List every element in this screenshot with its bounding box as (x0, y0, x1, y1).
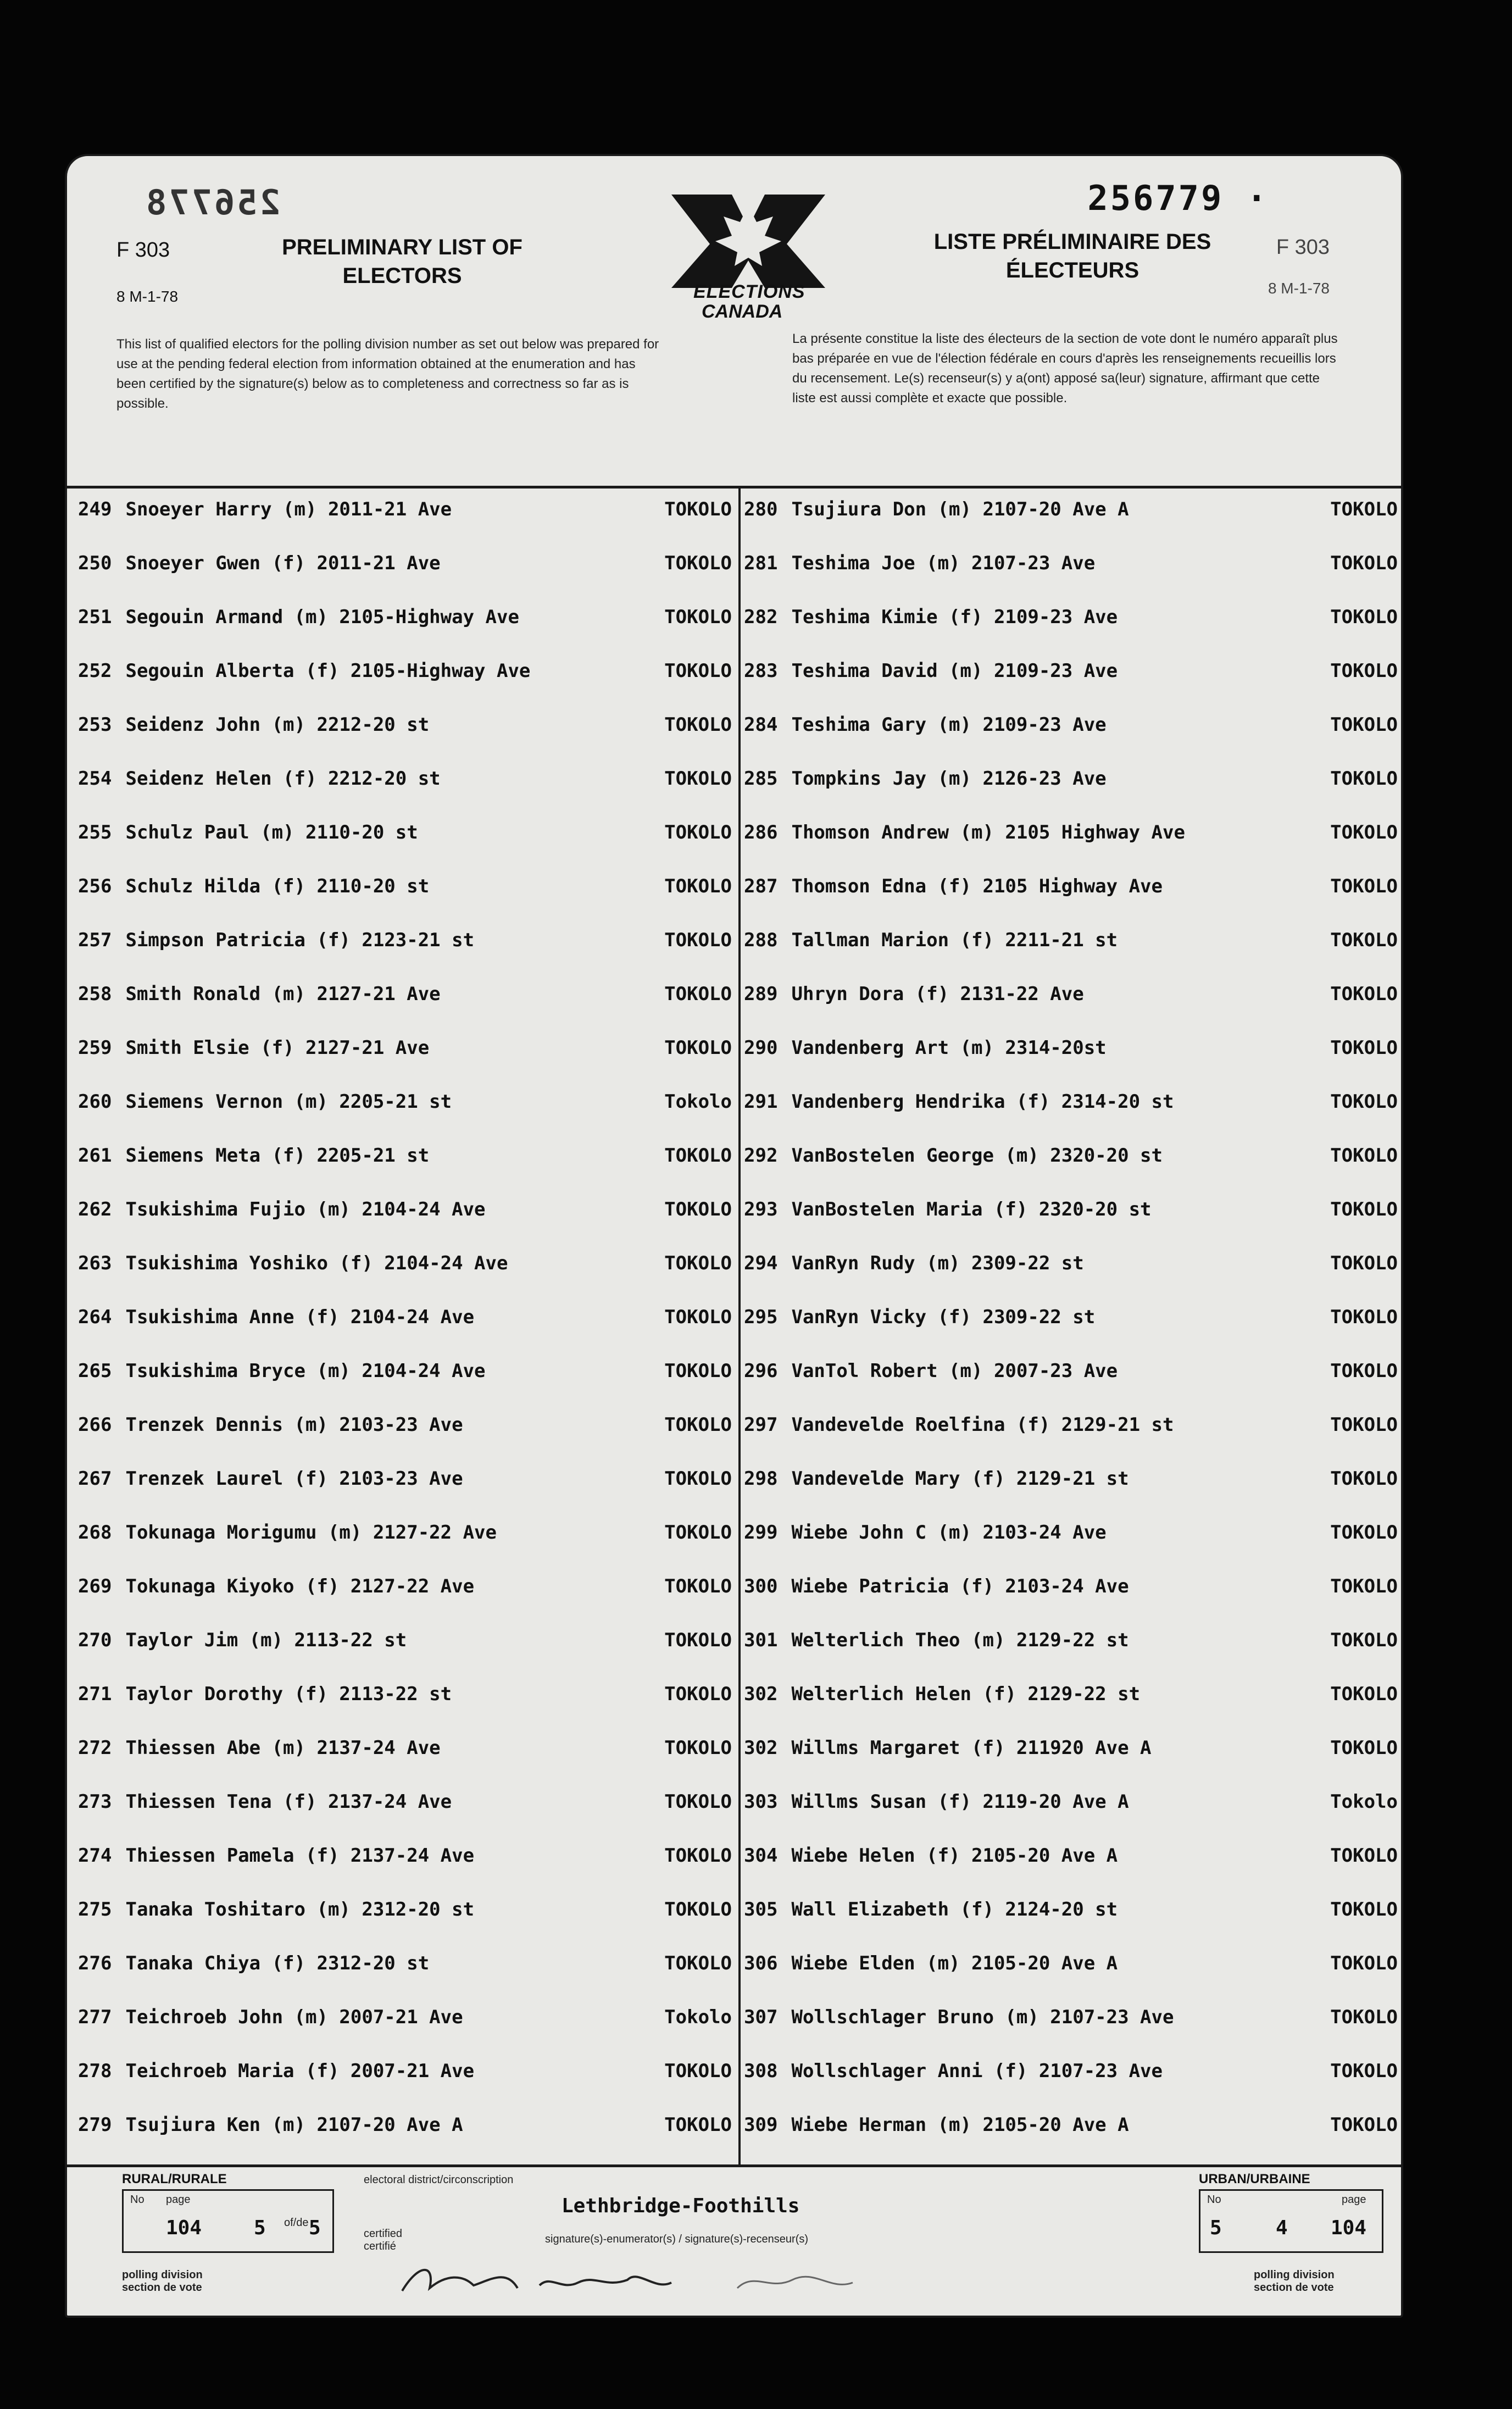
elector-number: 297 (744, 1414, 778, 1436)
elector-entry (78, 816, 732, 849)
signature-label: signature(s)-enumerator(s) / signature(s)-recenseur(s) (545, 2233, 809, 2245)
elector-number: 309 (744, 2114, 778, 2136)
elector-number: 249 (78, 498, 112, 520)
elector-details: Taylor Jim (m) 2113-22 st (125, 1629, 407, 1651)
elector-details: Teichroeb John (m) 2007-21 Ave (125, 2006, 463, 2028)
elector-town: TOKOLO (1330, 1198, 1398, 1220)
elector-number: 278 (78, 2060, 112, 2082)
elector-number: 269 (78, 1575, 112, 1597)
elector-town: TOKOLO (664, 1791, 732, 1813)
serial-number: 256779 · (1087, 178, 1269, 218)
elector-details: VanRyn Rudy (m) 2309-22 st (791, 1252, 1084, 1274)
elector-town: TOKOLO (664, 875, 732, 897)
elector-number: 294 (744, 1252, 778, 1274)
elector-number: 286 (744, 821, 778, 843)
elector-number: 253 (78, 714, 112, 736)
elector-town: TOKOLO (664, 606, 732, 628)
title-french-line1: LISTE PRÉLIMINAIRE DES (933, 230, 1211, 254)
elector-entry (744, 1839, 1398, 1872)
form-date-left: 8 M-1-78 (116, 288, 179, 305)
elector-town: TOKOLO (664, 1468, 732, 1490)
elector-town: TOKOLO (1330, 1575, 1398, 1597)
elector-town: TOKOLO (1330, 929, 1398, 951)
urban-of-value: 104 (1331, 2217, 1367, 2239)
elector-details: Uhryn Dora (f) 2131-22 Ave (791, 983, 1084, 1005)
elector-details: Thiessen Tena (f) 2137-24 Ave (125, 1791, 452, 1813)
elector-number: 272 (78, 1737, 112, 1759)
elector-entry (744, 1624, 1398, 1657)
elector-entry (78, 1139, 732, 1172)
elector-entry (78, 1947, 732, 1980)
elector-number: 307 (744, 2006, 778, 2028)
elector-town: TOKOLO (1330, 983, 1398, 1005)
elector-number: 254 (78, 768, 112, 790)
elector-details: Teichroeb Maria (f) 2007-21 Ave (125, 2060, 475, 2082)
elector-entry (78, 654, 732, 687)
elector-number: 277 (78, 2006, 112, 2028)
elector-details: Simpson Patricia (f) 2123-21 st (125, 929, 475, 951)
elector-town: TOKOLO (664, 1845, 732, 1867)
form-code-left: F 303 (116, 238, 170, 262)
elector-entry (744, 708, 1398, 741)
elector-town: TOKOLO (664, 1952, 732, 1974)
elector-details: Seidenz Helen (f) 2212-20 st (125, 768, 441, 790)
elector-town: TOKOLO (664, 1198, 732, 1220)
elector-details: Tallman Marion (f) 2211-21 st (791, 929, 1118, 951)
rural-of-value: 5 (309, 2217, 321, 2239)
elector-number: 296 (744, 1360, 778, 1382)
elector-details: Willms Margaret (f) 211920 Ave A (791, 1737, 1152, 1759)
elector-details: Welterlich Theo (m) 2129-22 st (791, 1629, 1129, 1651)
elector-number: 267 (78, 1468, 112, 1490)
title-french (913, 227, 1232, 285)
elector-entry (78, 1193, 732, 1226)
elector-entry (744, 1301, 1398, 1334)
elector-town: TOKOLO (664, 660, 732, 682)
elector-town: TOKOLO (1330, 1952, 1398, 1974)
title-english-line2: ELECTORS (342, 264, 462, 288)
elector-details: Siemens Vernon (m) 2205-21 st (125, 1091, 452, 1113)
polling-division-label-left: polling division section de vote (122, 2269, 203, 2294)
elector-entry (78, 1785, 732, 1818)
elector-details: Wall Elizabeth (f) 2124-20 st (791, 1899, 1118, 1920)
intro-paragraph-french: La présente constitue la liste des électeurs de la section de vote dont le numéro apparaît plus bas préparée en vue de l'élection fédérale en cours d'après les renseignements recueillis lors du recensement. Le(s) recenseur(s) y a(ont) apposé sa(leur) signature, affirmant que cette liste est aussi complète et exacte que possible. (792, 331, 1338, 406)
elector-town: TOKOLO (1330, 1629, 1398, 1651)
elector-town: TOKOLO (1330, 1252, 1398, 1274)
elector-number: 275 (78, 1899, 112, 1920)
elector-town: TOKOLO (664, 1737, 732, 1759)
elector-number: 308 (744, 2060, 778, 2082)
elector-details: Tsukishima Yoshiko (f) 2104-24 Ave (125, 1252, 508, 1274)
urban-label: URBAN/URBAINE (1199, 2172, 1310, 2186)
elector-entry (78, 1031, 732, 1064)
elector-town: TOKOLO (664, 1145, 732, 1167)
elector-entry (744, 1193, 1398, 1226)
elector-entry (78, 1678, 732, 1711)
elector-number: 302 (744, 1683, 778, 1705)
elector-entry (744, 1085, 1398, 1118)
elector-number: 252 (78, 660, 112, 682)
enumerator-signature (397, 2258, 891, 2302)
elector-entry (78, 493, 732, 526)
elector-entry (78, 547, 732, 580)
elector-details: Wiebe John C (m) 2103-24 Ave (791, 1522, 1107, 1544)
elector-town: TOKOLO (1330, 606, 1398, 628)
elector-number: 279 (78, 2114, 112, 2136)
elector-entry (78, 1408, 732, 1441)
elector-number: 292 (744, 1145, 778, 1167)
elector-entry (78, 1462, 732, 1495)
elector-town: TOKOLO (1330, 1091, 1398, 1113)
elector-town: TOKOLO (1330, 2114, 1398, 2136)
elector-entry (78, 601, 732, 634)
elector-town: TOKOLO (664, 821, 732, 843)
elector-number: 265 (78, 1360, 112, 1382)
elector-town: TOKOLO (664, 929, 732, 951)
elections-canada-logo (649, 184, 847, 326)
elector-number: 280 (744, 498, 778, 520)
elector-details: Tanaka Chiya (f) 2312-20 st (125, 1952, 430, 1974)
elector-number: 261 (78, 1145, 112, 1167)
elector-town: TOKOLO (664, 1899, 732, 1920)
elector-number: 270 (78, 1629, 112, 1651)
elector-number: 295 (744, 1306, 778, 1328)
elector-number: 300 (744, 1575, 778, 1597)
elector-details: Teshima Gary (m) 2109-23 Ave (791, 714, 1107, 736)
elector-details: Wiebe Elden (m) 2105-20 Ave A (791, 1952, 1118, 1974)
elector-entry (78, 1624, 732, 1657)
elector-details: Tsujiura Don (m) 2107-20 Ave A (791, 498, 1129, 520)
elector-town: Tokolo (664, 2006, 732, 2028)
elector-number: 282 (744, 606, 778, 628)
elector-details: Welterlich Helen (f) 2129-22 st (791, 1683, 1141, 1705)
elector-town: TOKOLO (1330, 1522, 1398, 1544)
elector-number: 251 (78, 606, 112, 628)
elector-town: TOKOLO (1330, 1037, 1398, 1059)
logo-text-line2: CANADA (702, 301, 783, 322)
title-english-line1: PRELIMINARY LIST OF (282, 235, 522, 259)
electors-table (67, 489, 1401, 2164)
urban-no-label: No (1207, 2194, 1221, 2206)
elector-details: VanBostelen Maria (f) 2320-20 st (791, 1198, 1152, 1220)
elector-details: Snoeyer Harry (m) 2011-21 Ave (125, 498, 452, 520)
elector-entry (78, 708, 732, 741)
elector-entry (744, 601, 1398, 634)
elector-number: 287 (744, 875, 778, 897)
elector-entry (78, 2108, 732, 2141)
form-footer (67, 2164, 1401, 2318)
elector-town: TOKOLO (664, 2114, 732, 2136)
elector-details: Smith Ronald (m) 2127-21 Ave (125, 983, 441, 1005)
elector-number: 304 (744, 1845, 778, 1867)
elector-entry (744, 1516, 1398, 1549)
elector-entry (744, 1031, 1398, 1064)
elector-town: TOKOLO (1330, 1683, 1398, 1705)
elector-entry (744, 1462, 1398, 1495)
elector-details: Teshima Joe (m) 2107-23 Ave (791, 552, 1096, 574)
elector-town: TOKOLO (664, 983, 732, 1005)
elector-entry (744, 547, 1398, 580)
elector-town: TOKOLO (664, 1252, 732, 1274)
elector-entry (744, 2108, 1398, 2141)
elector-number: 255 (78, 821, 112, 843)
title-english (248, 233, 556, 290)
elector-details: Tsukishima Anne (f) 2104-24 Ave (125, 1306, 475, 1328)
elector-entry (78, 2001, 732, 2034)
elector-details: Vandevelde Mary (f) 2129-21 st (791, 1468, 1129, 1490)
column-divider (738, 489, 741, 2164)
elector-entry (744, 1678, 1398, 1711)
elector-entry (744, 493, 1398, 526)
elector-number: 273 (78, 1791, 112, 1813)
elector-details: VanRyn Vicky (f) 2309-22 st (791, 1306, 1096, 1328)
elector-number: 305 (744, 1899, 778, 1920)
elector-town: TOKOLO (664, 1306, 732, 1328)
elector-details: Willms Susan (f) 2119-20 Ave A (791, 1791, 1129, 1813)
elector-details: Wiebe Patricia (f) 2103-24 Ave (791, 1575, 1129, 1597)
urban-no-value: 5 (1210, 2217, 1222, 2239)
elector-town: Tokolo (664, 1091, 732, 1113)
logo-text-line1: ELECTIONS (693, 281, 805, 302)
elector-entry (744, 762, 1398, 795)
intro-paragraph-english: This list of qualified electors for the polling division number as set out below was prepared for use at the pending federal election from information obtained at the enumeration and has been certified by the signature(s) below as to completeness and correctness so far as is possible. (116, 337, 659, 411)
certified-label: certified certifié (364, 2228, 403, 2252)
elector-number: 276 (78, 1952, 112, 1974)
elector-entry (744, 924, 1398, 957)
elector-entry (744, 1785, 1398, 1818)
elector-details: Vandevelde Roelfina (f) 2129-21 st (791, 1414, 1174, 1436)
serial-number-mirrored: 256778 (144, 182, 280, 223)
elector-number: 302 (744, 1737, 778, 1759)
elector-entry (744, 2055, 1398, 2088)
elector-entry (78, 1839, 732, 1872)
elector-town: Tokolo (1330, 1791, 1398, 1813)
elector-number: 284 (744, 714, 778, 736)
elector-entry (744, 2001, 1398, 2034)
elector-town: TOKOLO (1330, 1360, 1398, 1382)
elector-number: 266 (78, 1414, 112, 1436)
elector-details: Tokunaga Morigumu (m) 2127-22 Ave (125, 1522, 497, 1544)
elector-town: TOKOLO (1330, 1899, 1398, 1920)
elector-number: 293 (744, 1198, 778, 1220)
elector-town: TOKOLO (1330, 1306, 1398, 1328)
elector-number: 263 (78, 1252, 112, 1274)
elector-entry (744, 1247, 1398, 1280)
elector-entry (78, 1247, 732, 1280)
elector-entry (744, 1139, 1398, 1172)
elector-entry (78, 1731, 732, 1764)
elector-town: TOKOLO (664, 1414, 732, 1436)
title-french-line2: ÉLECTEURS (1005, 258, 1139, 282)
elector-entry (744, 978, 1398, 1011)
elector-number: 289 (744, 983, 778, 1005)
elector-number: 259 (78, 1037, 112, 1059)
elector-number: 271 (78, 1683, 112, 1705)
elector-town: TOKOLO (1330, 1468, 1398, 1490)
elector-details: Vandenberg Art (m) 2314-20st (791, 1037, 1107, 1059)
elector-town: TOKOLO (1330, 821, 1398, 843)
elector-details: Smith Elsie (f) 2127-21 Ave (125, 1037, 430, 1059)
elector-entry (744, 654, 1398, 687)
rural-page-label: page (166, 2194, 191, 2206)
elector-entry (78, 1893, 732, 1926)
elector-town: TOKOLO (664, 552, 732, 574)
elector-details: Thomson Edna (f) 2105 Highway Ave (791, 875, 1163, 897)
elector-town: TOKOLO (664, 1575, 732, 1597)
elector-number: 285 (744, 768, 778, 790)
district-value: Lethbridge-Foothills (562, 2195, 800, 2217)
elector-details: Schulz Hilda (f) 2110-20 st (125, 875, 430, 897)
elector-entry (744, 1947, 1398, 1980)
elector-number: 283 (744, 660, 778, 682)
elector-number: 288 (744, 929, 778, 951)
elector-entry (78, 870, 732, 903)
elector-town: TOKOLO (664, 1522, 732, 1544)
elector-details: Tsujiura Ken (m) 2107-20 Ave A (125, 2114, 463, 2136)
elector-number: 256 (78, 875, 112, 897)
elector-details: Wiebe Herman (m) 2105-20 Ave A (791, 2114, 1129, 2136)
elector-number: 281 (744, 552, 778, 574)
elector-number: 303 (744, 1791, 778, 1813)
elector-town: TOKOLO (664, 714, 732, 736)
elector-details: Seidenz John (m) 2212-20 st (125, 714, 430, 736)
elector-entry (744, 1893, 1398, 1926)
elector-town: TOKOLO (1330, 498, 1398, 520)
elector-number: 250 (78, 552, 112, 574)
elector-town: TOKOLO (1330, 552, 1398, 574)
elector-number: 301 (744, 1629, 778, 1651)
elector-entry (744, 1570, 1398, 1603)
electors-list-form (65, 154, 1403, 2318)
elector-number: 264 (78, 1306, 112, 1328)
elector-town: TOKOLO (664, 1683, 732, 1705)
elector-details: Thomson Andrew (m) 2105 Highway Ave (791, 821, 1185, 843)
rural-page-value: 104 (166, 2217, 202, 2239)
elector-town: TOKOLO (1330, 714, 1398, 736)
elector-details: Segouin Alberta (f) 2105-Highway Ave (125, 660, 531, 682)
elector-details: Tokunaga Kiyoko (f) 2127-22 Ave (125, 1575, 475, 1597)
urban-page-value: 4 (1276, 2217, 1288, 2239)
elector-entry (744, 1355, 1398, 1387)
elector-details: Vandenberg Hendrika (f) 2314-20 st (791, 1091, 1174, 1113)
elector-town: TOKOLO (664, 498, 732, 520)
district-label: electoral district/circonscription (364, 2174, 514, 2186)
elector-details: Thiessen Abe (m) 2137-24 Ave (125, 1737, 441, 1759)
elector-details: VanBostelen George (m) 2320-20 st (791, 1145, 1163, 1167)
elector-number: 299 (744, 1522, 778, 1544)
rural-label: RURAL/RURALE (122, 2172, 227, 2186)
elector-town: TOKOLO (1330, 660, 1398, 682)
elector-town: TOKOLO (1330, 2006, 1398, 2028)
elector-entry (78, 762, 732, 795)
elector-town: TOKOLO (664, 1629, 732, 1651)
elector-entry (78, 1570, 732, 1603)
elector-details: Taylor Dorothy (f) 2113-22 st (125, 1683, 452, 1705)
rural-of-label: of/de (284, 2217, 309, 2229)
elector-number: 298 (744, 1468, 778, 1490)
elector-number: 262 (78, 1198, 112, 1220)
elector-entry (78, 1516, 732, 1549)
elector-details: Teshima David (m) 2109-23 Ave (791, 660, 1118, 682)
elector-details: Wiebe Helen (f) 2105-20 Ave A (791, 1845, 1118, 1867)
polling-division-label-right: polling division section de vote (1254, 2269, 1335, 2294)
form-header (67, 156, 1401, 489)
elector-town: TOKOLO (1330, 2060, 1398, 2082)
elector-number: 274 (78, 1845, 112, 1867)
elector-details: Trenzek Dennis (m) 2103-23 Ave (125, 1414, 463, 1436)
elector-details: Tanaka Toshitaro (m) 2312-20 st (125, 1899, 475, 1920)
elector-number: 306 (744, 1952, 778, 1974)
elector-details: Teshima Kimie (f) 2109-23 Ave (791, 606, 1118, 628)
elector-details: Tsukishima Bryce (m) 2104-24 Ave (125, 1360, 486, 1382)
elector-details: Tsukishima Fujio (m) 2104-24 Ave (125, 1198, 486, 1220)
elector-entry (78, 978, 732, 1011)
elector-details: Schulz Paul (m) 2110-20 st (125, 821, 418, 843)
elector-details: Thiessen Pamela (f) 2137-24 Ave (125, 1845, 475, 1867)
form-date-right: 8 M-1-78 (1268, 280, 1330, 297)
elector-entry (78, 1355, 732, 1387)
elector-entry (744, 1408, 1398, 1441)
elector-details: Trenzek Laurel (f) 2103-23 Ave (125, 1468, 463, 1490)
elector-town: TOKOLO (1330, 875, 1398, 897)
elector-town: TOKOLO (664, 768, 732, 790)
elector-number: 260 (78, 1091, 112, 1113)
elector-number: 268 (78, 1522, 112, 1544)
elector-town: TOKOLO (1330, 1145, 1398, 1167)
elector-details: Wollschlager Bruno (m) 2107-23 Ave (791, 2006, 1174, 2028)
elector-entry (78, 1085, 732, 1118)
elector-details: VanTol Robert (m) 2007-23 Ave (791, 1360, 1118, 1382)
elector-entry (744, 870, 1398, 903)
elector-town: TOKOLO (1330, 768, 1398, 790)
elector-number: 290 (744, 1037, 778, 1059)
elector-entry (78, 2055, 732, 2088)
elector-entry (78, 924, 732, 957)
elector-details: Wollschlager Anni (f) 2107-23 Ave (791, 2060, 1163, 2082)
form-code-right: F 303 (1276, 236, 1330, 259)
elector-details: Siemens Meta (f) 2205-21 st (125, 1145, 430, 1167)
elector-town: TOKOLO (1330, 1737, 1398, 1759)
elector-number: 291 (744, 1091, 778, 1113)
elector-details: Tompkins Jay (m) 2126-23 Ave (791, 768, 1107, 790)
elector-town: TOKOLO (664, 1037, 732, 1059)
elector-entry (78, 1301, 732, 1334)
elector-number: 257 (78, 929, 112, 951)
elector-details: Snoeyer Gwen (f) 2011-21 Ave (125, 552, 441, 574)
elector-entry (744, 1731, 1398, 1764)
rural-no-value: 5 (254, 2217, 266, 2239)
urban-page-label: page (1342, 2194, 1366, 2206)
elector-entry (744, 816, 1398, 849)
elector-number: 258 (78, 983, 112, 1005)
elector-town: TOKOLO (664, 2060, 732, 2082)
elector-town: TOKOLO (1330, 1414, 1398, 1436)
elector-details: Segouin Armand (m) 2105-Highway Ave (125, 606, 519, 628)
elector-town: TOKOLO (1330, 1845, 1398, 1867)
elector-town: TOKOLO (664, 1360, 732, 1382)
rural-no-label: No (130, 2194, 144, 2206)
